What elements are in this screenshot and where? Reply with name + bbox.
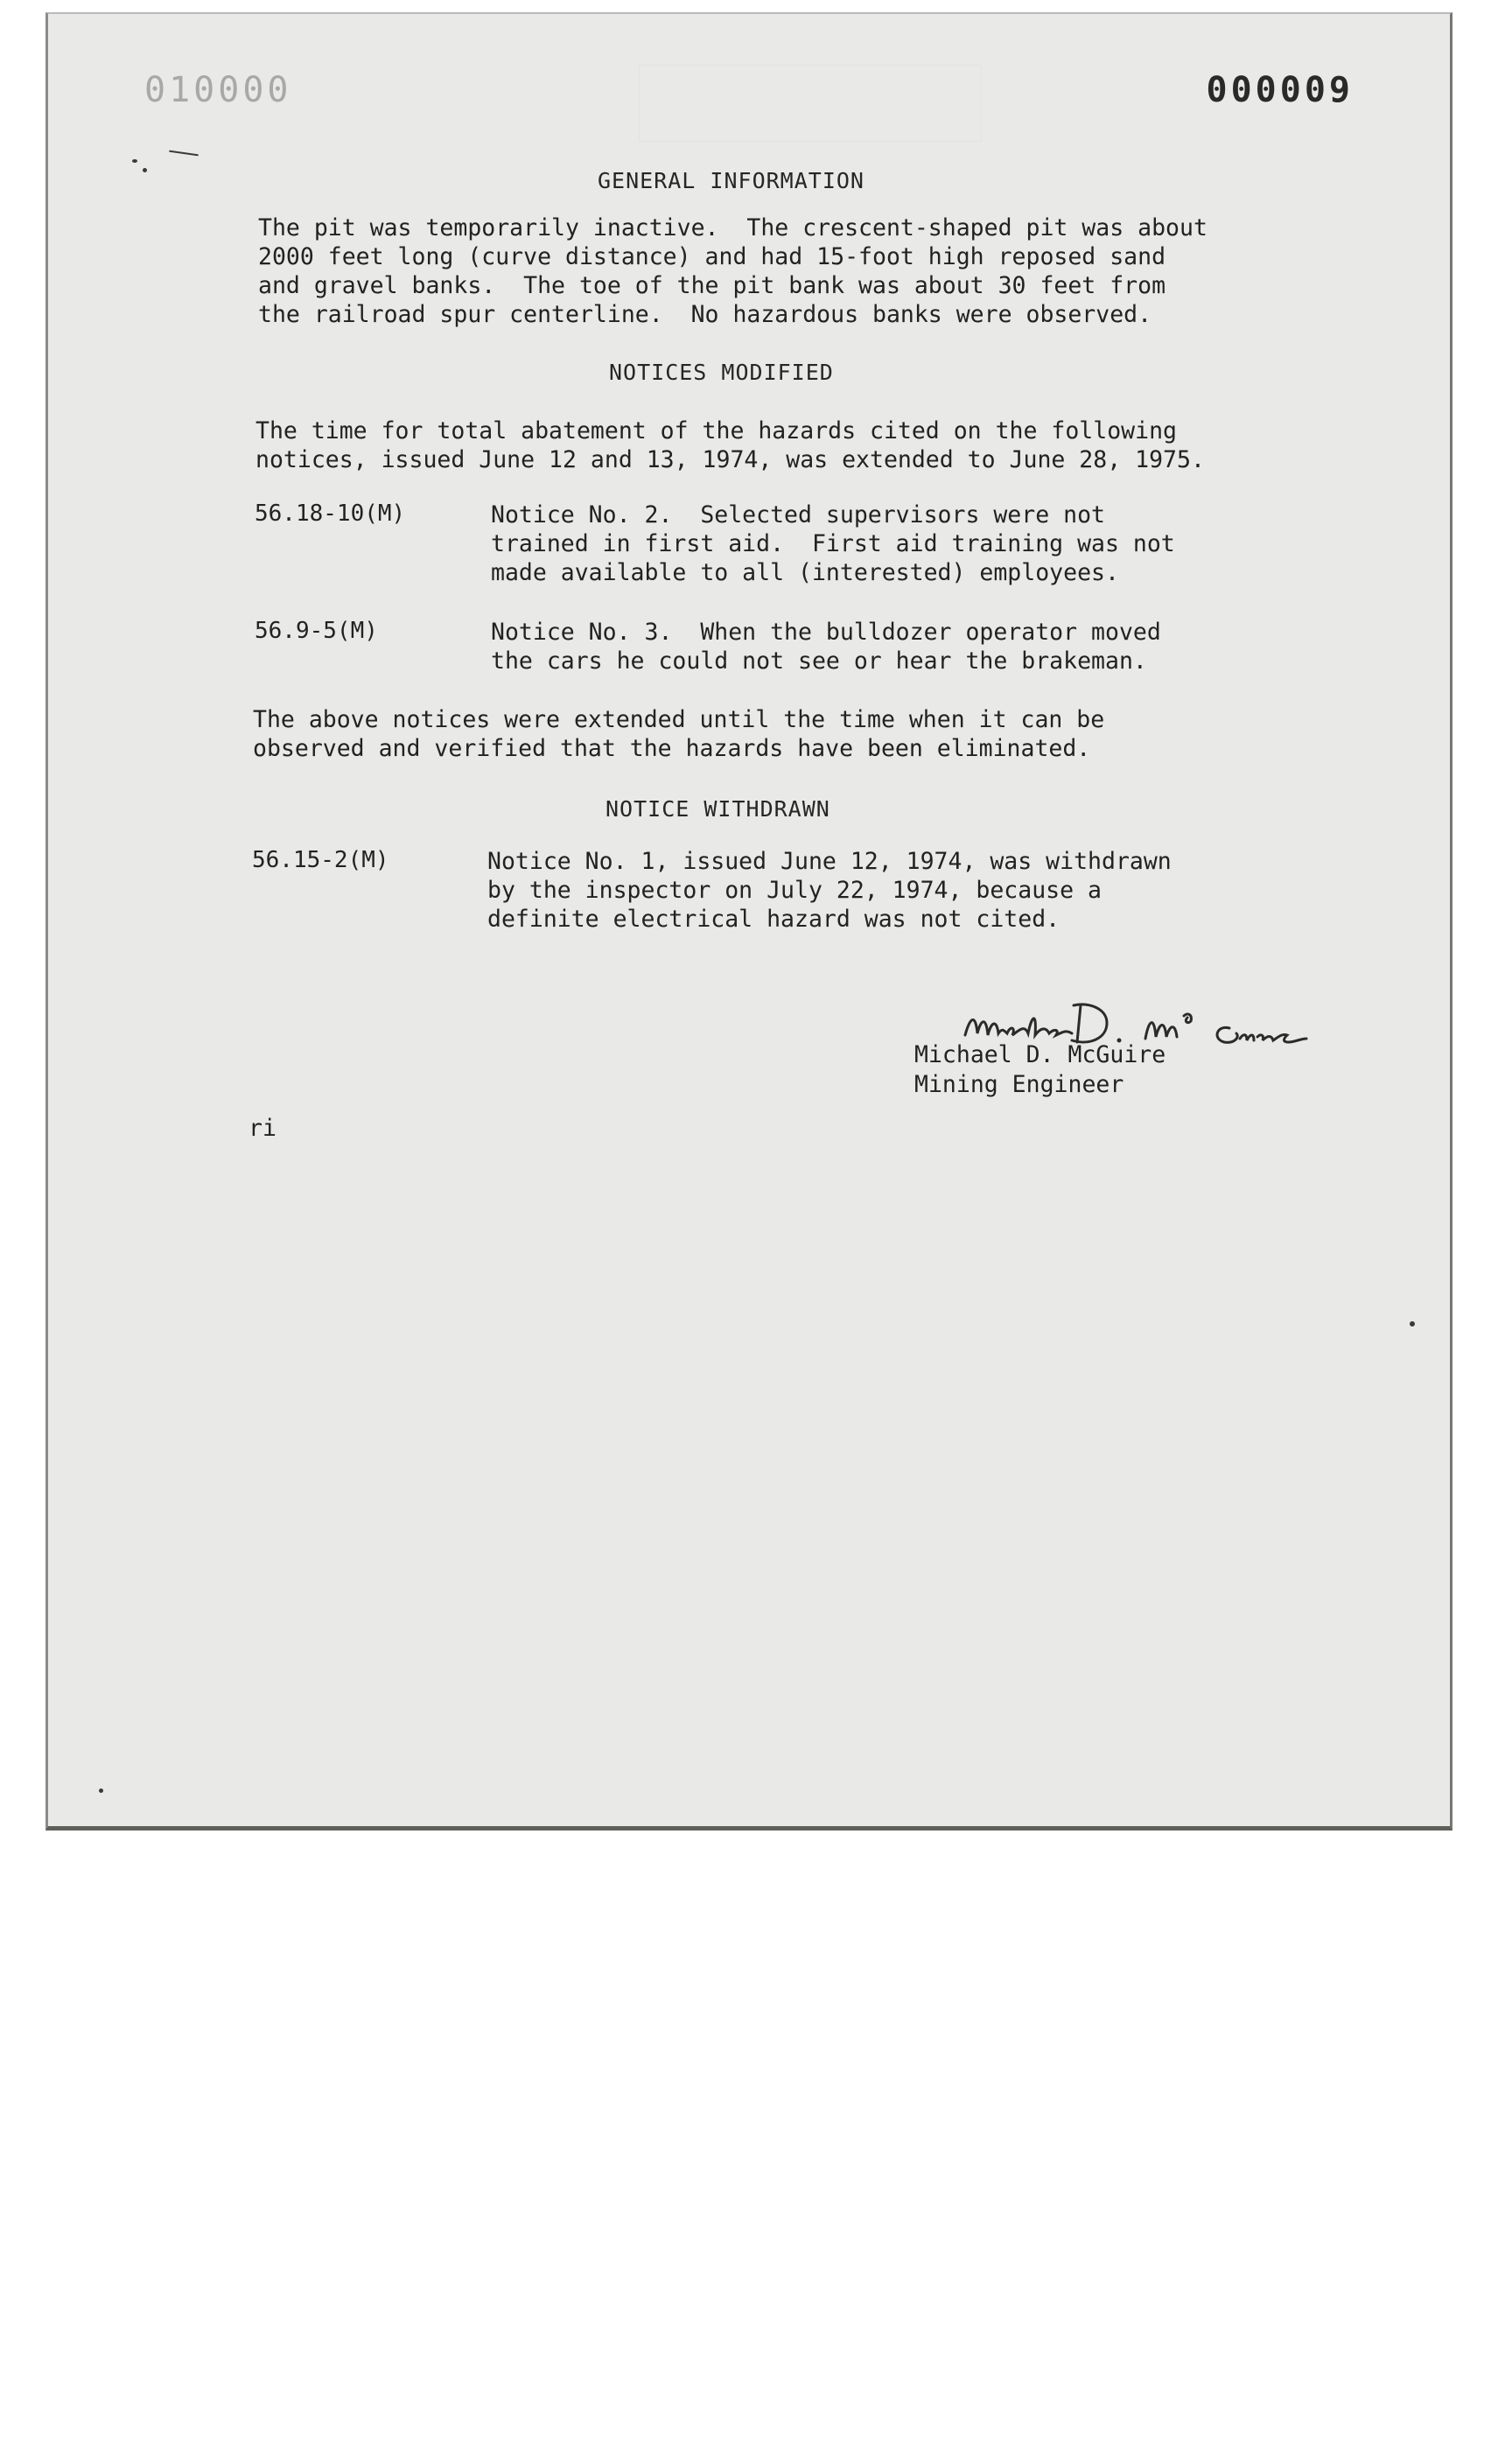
text-line: trained in first aid. First aid training was not (491, 530, 1175, 557)
heading-general-information: GENERAL INFORMATION (598, 168, 864, 193)
text-line: notices, issued June 12 and 13, 1974, was extended to June 28, 1975. (256, 446, 1205, 473)
text-line: The pit was temporarily inactive. The crescent-shaped pit was about (258, 214, 1208, 242)
notices-modified-closing (253, 705, 1104, 763)
text-line: by the inspector on July 22, 1974, because a (487, 877, 1102, 904)
notices-modified-intro (256, 416, 1205, 474)
text-line: definite electrical hazard was not cited. (487, 906, 1060, 933)
blank-area-below-scan (0, 1844, 1512, 2450)
text-line: Notice No. 2. Selected supervisors were not (491, 501, 1105, 528)
faint-page-number: 010000 (144, 70, 292, 110)
faint-stamp-mark (639, 65, 982, 142)
text-line: 2000 feet long (curve distance) and had 15-foot high reposed sand (258, 243, 1166, 270)
notice-description (491, 618, 1161, 676)
heading-notice-withdrawn: NOTICE WITHDRAWN (606, 796, 830, 822)
scan-speck (132, 159, 137, 163)
scan-speck (99, 1788, 103, 1793)
heading-notices-modified: NOTICES MODIFIED (609, 360, 834, 385)
notice-description (491, 500, 1175, 587)
text-line: made available to all (interested) employees. (491, 559, 1119, 586)
text-line: The time for total abatement of the hazards cited on the following (256, 417, 1177, 444)
scan-speck (1410, 1321, 1415, 1326)
signer-name: Michael D. McGuire (914, 1041, 1166, 1068)
text-line: observed and verified that the hazards have been eliminated. (253, 735, 1091, 762)
notice-code: 56.9-5(M) (255, 618, 378, 644)
scanned-document-page (46, 12, 1452, 1830)
scan-speck (143, 168, 147, 172)
text-line: the cars he could not see or hear the brakeman. (491, 648, 1147, 675)
page-number: 000009 (1206, 70, 1354, 110)
text-line: The above notices were extended until the time when it can be (253, 706, 1105, 733)
scan-mark (169, 150, 199, 157)
notice-code: 56.15-2(M) (252, 847, 389, 873)
notice-description (487, 847, 1172, 934)
signer-title: Mining Engineer (914, 1071, 1124, 1098)
text-line: the railroad spur centerline. No hazardous banks were observed. (258, 301, 1152, 328)
text-line: Notice No. 1, issued June 12, 1974, was withdrawn (487, 848, 1172, 875)
typist-initials: ri (248, 1115, 276, 1142)
text-line: Notice No. 3. When the bulldozer operator moved (491, 619, 1161, 646)
notice-code: 56.18-10(M) (255, 500, 406, 527)
general-information-paragraph (258, 214, 1208, 329)
text-line: and gravel banks. The toe of the pit bank was about 30 feet from (258, 272, 1166, 299)
